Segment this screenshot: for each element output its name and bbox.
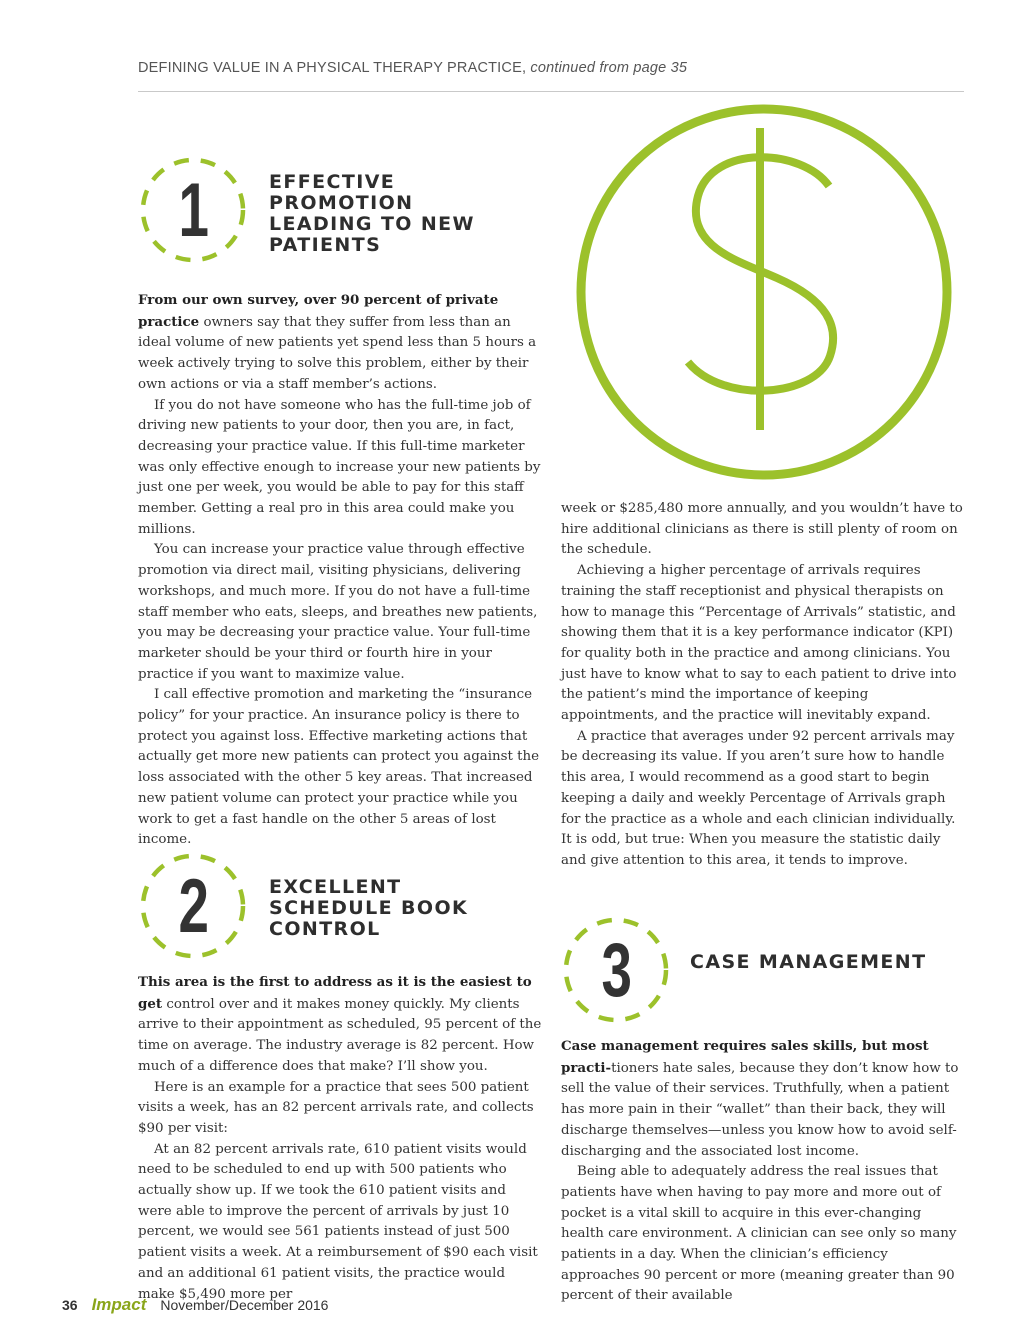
magazine-logo: Impact <box>91 1295 147 1314</box>
section-3-heading: CASE MANAGEMENT <box>690 951 927 973</box>
section-3-badge <box>561 915 671 1025</box>
section-3-lead: Case management requires sales skills, but most practi- <box>561 1038 929 1076</box>
page-number: 36 <box>62 1297 78 1313</box>
section-3-number: 3 <box>601 927 631 1013</box>
section-3-p2: Being able to adequately address the real issues that patients have when having to pay more and more out of pocket is a vital skill to acquire in this ever-changing health care environment. A clinician can see only so many patients in a day. When the clinician’s efficiency approaches 90 percent or more (meaning greater than 90 percent of their available <box>561 1164 957 1304</box>
section-2-body-col2 <box>561 499 964 872</box>
section-2-lead: This area is the first to address as it is the easiest to get <box>138 974 532 1012</box>
dollar-sign-icon <box>572 100 956 484</box>
running-head-title: DEFINING VALUE IN A PHYSICAL THERAPY PRACTICE, <box>138 60 527 76</box>
page-footer <box>62 1295 328 1315</box>
section-1-number: 1 <box>178 167 208 253</box>
section-2-heading: EXCELLENT SCHEDULE BOOK CONTROL <box>269 876 469 940</box>
issue-date: November/December 2016 <box>160 1297 329 1313</box>
section-1-badge <box>138 155 248 265</box>
section-1-p4: I call effective promotion and marketing the “insurance policy” for your practice. An insurance policy is there to protect you against loss. Effective marketing actions that actually get more new patients can protect you against the loss associated with the other 5 key areas. That increased new patient volume can protect your practice while you work to get a fast handle on the other 5 areas of lost income. <box>138 687 540 848</box>
section-2-p5: Achieving a higher percentage of arrivals requires training the staff receptionist and physical therapists on how to manage this “Percentage of Arrivals” statistic, and showing them that it is a key performance indicator (KPI) for quality both in the practice and among clinicians. You just have to know what to say to each patient to drive into the patient’s mind the importance of keeping appointments, and the practice will inevitably expand. <box>561 563 957 724</box>
running-head <box>138 60 964 76</box>
section-1-heading: EFFECTIVE PROMOTION LEADING TO NEW PATIENTS <box>269 171 475 256</box>
section-2-p6: A practice that averages under 92 percent arrivals may be decreasing its value. If you aren’t sure how to handle this area, I would recommend as a good start to begin keeping a daily and weekly Percentage of Arrivals graph for the practice as a whole and each clinician individually. It is odd, but true: When you measure the statistic daily and give attention to this area, it tends to improve. <box>561 728 956 868</box>
section-2-body-col1 <box>138 972 542 1305</box>
section-2-p2: Here is an example for a practice that sees 500 patient visits a week, has an 82 percent arrivals rate, and collects $90 per visit: <box>138 1079 534 1136</box>
section-1-p2: If you do not have someone who has the full-time job of driving new patients to your door, then you are, in fact, decreasing your practice value. If this full-time marketer was only effective enough to increase your new patients by just one per week, you would be able to pay for this staff member. Getting a real pro in this area could make you millions. <box>138 397 541 537</box>
section-2-badge <box>138 851 248 961</box>
section-3-p1: tioners hate sales, because they don’t know how to sell the value of their services. Truthfully, when a patient has more pain in their “wallet” than their back, they will discharge themselves—unless you know how to avoid self-discharging and the associated lost income. <box>561 1060 959 1159</box>
section-3-body <box>561 1036 964 1307</box>
section-1-lead: From our own survey, over 90 percent of private practice <box>138 292 499 330</box>
section-2-p3: At an 82 percent arrivals rate, 610 patient visits would need to be scheduled to end up with 500 patients who actually show up. If we took the 610 patient visits and were able to improve the percent of arrivals by just 10 percent, we would see 561 patients instead of just 500 patient visits a week. At a reimbursement of $90 each visit and an additional 61 patient visits, the practice would make $5,490 more per <box>138 1141 538 1302</box>
section-2-p4: week or $285,480 more annually, and you wouldn’t have to hire additional clinicians as there is still plenty of room on the schedule. <box>561 501 963 558</box>
section-1-p1: owners say that they suffer from less than an ideal volume of new patients yet spend less than 5 hours a week actively trying to solve this problem, either by their own actions or via a staff member’s actions. <box>138 314 537 392</box>
running-head-continued: continued from page 35 <box>526 60 688 76</box>
header-divider <box>138 91 964 92</box>
section-2-number: 2 <box>178 863 208 949</box>
section-2-p1: control over and it makes money quickly. My clients arrive to their appointment as scheduled, 95 percent of the time on average. The industry average is 82 percent. How much of a difference does that make? I’ll show you. <box>138 996 542 1074</box>
section-1-body <box>138 290 542 851</box>
section-1-p3: You can increase your practice value through effective promotion via direct mail, visiting physicians, delivering workshops, and much more. If you do not have a full-time staff member who eats, sleeps, and breathes new patients, you may be decreasing your practice value. Your full-time marketer should be your third or fourth hire in your practice if you want to maximize value. <box>138 542 538 682</box>
